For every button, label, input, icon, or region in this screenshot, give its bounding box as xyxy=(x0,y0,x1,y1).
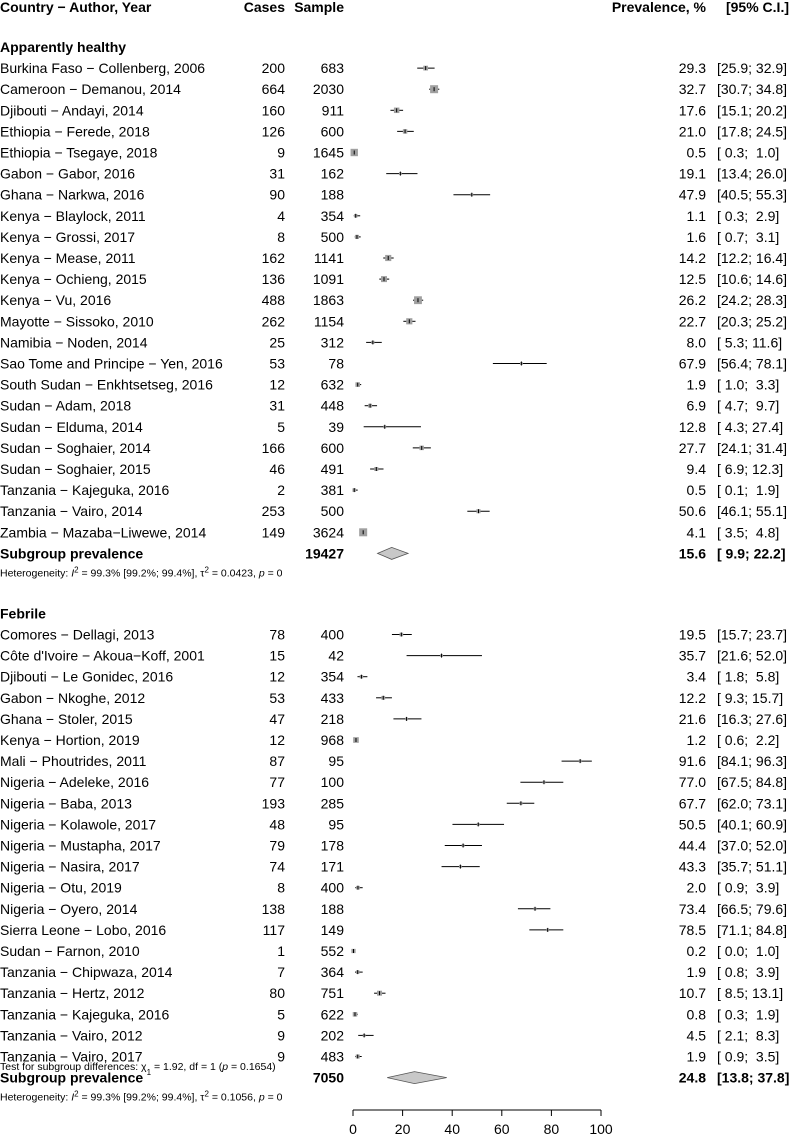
study-cases: 46 xyxy=(269,461,285,477)
study-prevalence: 0.5 xyxy=(686,144,706,161)
study-ci: [ 4.3; 27.4] xyxy=(717,418,784,435)
study-sample: 1091 xyxy=(312,271,344,288)
study-ci: [ 8.5; 13.1] xyxy=(717,985,784,1002)
study-sample: 218 xyxy=(320,710,344,727)
study-sample: 149 xyxy=(320,921,344,938)
study-prevalence: 35.7 xyxy=(678,647,706,664)
study-sample: 188 xyxy=(320,900,344,917)
study-label: Tanzania − Kajeguka, 2016 xyxy=(0,482,170,499)
header-study: Country − Author, Year xyxy=(0,0,152,15)
study-label: Sudan − Soghaier, 2014 xyxy=(0,439,151,456)
study-prevalence: 3.4 xyxy=(686,668,706,685)
subgroup-label: Subgroup prevalence xyxy=(0,1069,144,1086)
study-prevalence: 1.9 xyxy=(686,1048,706,1065)
study-cases: 53 xyxy=(269,689,285,706)
study-prevalence: 50.5 xyxy=(678,816,706,833)
study-ci: [ 0.8; 3.9] xyxy=(717,964,780,981)
study-sample: 911 xyxy=(321,102,344,119)
study-sample: 95 xyxy=(328,753,344,770)
study-sample: 400 xyxy=(320,626,344,643)
study-label: Tanzania − Vairo, 2012 xyxy=(0,1027,143,1044)
study-sample: 448 xyxy=(320,397,344,414)
study-prevalence: 21.6 xyxy=(678,710,706,727)
heterogeneity-part: I xyxy=(71,567,75,580)
study-ci: [84.1; 96.3] xyxy=(717,753,788,770)
subgroup-diamond xyxy=(378,547,409,559)
study-prevalence: 1.6 xyxy=(686,228,706,245)
study-ci: [66.5; 79.6] xyxy=(717,900,788,917)
study-prevalence: 6.9 xyxy=(686,397,706,414)
study-prevalence: 50.6 xyxy=(678,503,706,520)
study-sample: 600 xyxy=(320,439,344,456)
heterogeneity-part: = 0 xyxy=(264,1091,283,1104)
study-prevalence: 12.8 xyxy=(678,418,706,435)
heterogeneity-text xyxy=(0,1089,283,1104)
study-prevalence: 0.5 xyxy=(686,482,706,499)
study-sample: 188 xyxy=(320,186,344,203)
study-label: Côte d'Ivoire − Akoua−Koff, 2001 xyxy=(0,647,205,664)
study-ci: [ 2.1; 8.3] xyxy=(717,1027,780,1044)
study-prevalence: 91.6 xyxy=(678,753,706,770)
heterogeneity-part: = 99.3% [99.2%; 99.4%], τ xyxy=(78,567,205,580)
study-label: Tanzania − Hertz, 2012 xyxy=(0,985,145,1002)
group-title: Apparently healthy xyxy=(0,39,127,55)
study-cases: 4 xyxy=(277,207,285,224)
header-ci: [95% C.I.] xyxy=(725,0,789,15)
study-label: Zambia − Mazaba−Liwewe, 2014 xyxy=(0,524,207,541)
study-label: Tanzania − Chipwaza, 2014 xyxy=(0,964,173,981)
study-label: Ethiopia − Tsegaye, 2018 xyxy=(0,144,158,161)
study-cases: 1 xyxy=(277,943,285,959)
study-cases: 25 xyxy=(269,334,285,351)
x-axis-tick-label: 60 xyxy=(494,1121,510,1137)
study-ci: [12.2; 16.4] xyxy=(717,250,788,266)
heterogeneity-part: = 0.0423, xyxy=(208,567,259,580)
study-ci: [ 1.8; 5.8] xyxy=(717,668,780,685)
study-ci: [ 0.3; 2.9] xyxy=(717,207,780,224)
x-axis-tick-label: 80 xyxy=(543,1121,560,1137)
study-label: Comores − Dellagi, 2013 xyxy=(0,626,155,643)
study-cases: 8 xyxy=(277,879,285,896)
study-cases: 12 xyxy=(269,732,285,748)
study-label: Nigeria − Baba, 2013 xyxy=(0,795,132,812)
study-prevalence: 0.2 xyxy=(686,943,706,959)
study-prevalence: 10.7 xyxy=(678,985,706,1002)
study-prevalence: 4.1 xyxy=(686,524,706,541)
heterogeneity-part: = 99.3% [99.2%; 99.4%], τ xyxy=(78,1091,205,1104)
study-sample: 1154 xyxy=(313,313,344,330)
study-label: Gabon − Gabor, 2016 xyxy=(0,165,136,182)
study-ci: [56.4; 78.1] xyxy=(717,355,788,372)
study-ci: [67.5; 84.8] xyxy=(717,774,788,791)
study-ci: [10.6; 14.6] xyxy=(717,271,788,288)
study-label: Namibia − Noden, 2014 xyxy=(0,334,148,351)
study-sample: 39 xyxy=(328,418,344,435)
heterogeneity-part: = 0.1056, xyxy=(208,1091,259,1104)
study-prevalence: 12.2 xyxy=(678,689,706,706)
study-cases: 166 xyxy=(261,439,285,456)
study-label: Mayotte − Sissoko, 2010 xyxy=(0,313,154,330)
study-cases: 87 xyxy=(269,753,285,770)
study-label: Burkina Faso − Collenberg, 2006 xyxy=(0,60,206,77)
study-sample: 95 xyxy=(328,816,344,833)
study-ci: [37.0; 52.0] xyxy=(717,837,788,854)
study-label: Sudan − Adam, 2018 xyxy=(0,397,132,414)
heterogeneity-part: Heterogeneity: xyxy=(0,1091,72,1104)
study-sample: 622 xyxy=(320,1006,344,1023)
study-sample: 491 xyxy=(320,461,344,477)
study-label: Mali − Phoutrides, 2011 xyxy=(0,753,147,770)
superscript: 2 xyxy=(74,564,79,574)
study-prevalence: 44.4 xyxy=(678,837,706,854)
heterogeneity-part: p xyxy=(258,1091,265,1104)
subgroup-prevalence: 15.6 xyxy=(678,545,706,562)
study-prevalence: 1.9 xyxy=(686,964,706,981)
study-ci: [ 3.5; 4.8] xyxy=(717,524,780,541)
study-label: Ethiopia − Ferede, 2018 xyxy=(0,123,150,140)
study-sample: 178 xyxy=(320,837,344,854)
study-sample: 483 xyxy=(320,1048,344,1065)
study-cases: 193 xyxy=(261,795,285,812)
study-cases: 80 xyxy=(269,985,285,1002)
heterogeneity-part: I xyxy=(71,1091,75,1104)
study-cases: 162 xyxy=(261,250,285,266)
study-sample: 3624 xyxy=(312,524,344,541)
study-sample: 78 xyxy=(328,355,344,372)
study-label: Nigeria − Nasira, 2017 xyxy=(0,858,140,875)
subgroup-test-part: Test for subgroup differences: χ xyxy=(0,1061,147,1073)
study-cases: 31 xyxy=(269,165,285,182)
study-label: Kenya − Vu, 2016 xyxy=(0,292,112,309)
x-axis-tick-label: 40 xyxy=(444,1121,460,1137)
study-prevalence: 4.5 xyxy=(686,1027,706,1044)
study-ci: [ 0.9; 3.9] xyxy=(717,879,780,896)
study-sample: 100 xyxy=(320,774,344,791)
x-axis-tick-label: 20 xyxy=(394,1121,411,1137)
study-cases: 78 xyxy=(269,626,285,643)
study-ci: [46.1; 55.1] xyxy=(717,503,788,520)
subgroup-sample: 7050 xyxy=(312,1069,344,1086)
study-ci: [40.5; 55.3] xyxy=(717,186,788,203)
subgroup-label: Subgroup prevalence xyxy=(0,545,144,562)
study-ci: [62.0; 73.1] xyxy=(717,795,788,812)
study-cases: 8 xyxy=(277,228,285,245)
study-cases: 200 xyxy=(261,60,285,77)
study-ci: [13.4; 26.0] xyxy=(717,165,788,182)
study-cases: 149 xyxy=(261,524,285,541)
study-label: Nigeria − Otu, 2019 xyxy=(0,879,122,896)
study-label: Nigeria − Mustapha, 2017 xyxy=(0,837,161,854)
study-cases: 136 xyxy=(261,271,285,288)
study-sample: 433 xyxy=(320,689,344,706)
study-sample: 285 xyxy=(320,795,344,812)
study-prevalence: 21.0 xyxy=(678,123,706,140)
study-cases: 262 xyxy=(261,313,285,330)
group-title: Febrile xyxy=(0,605,46,622)
subgroup-ci: [ 9.9; 22.2] xyxy=(717,545,786,562)
study-prevalence: 19.1 xyxy=(678,165,706,182)
study-prevalence: 19.5 xyxy=(678,626,706,643)
study-ci: [25.9; 32.9] xyxy=(717,60,788,77)
study-sample: 202 xyxy=(320,1027,344,1044)
study-cases: 5 xyxy=(277,1006,285,1023)
study-label: Nigeria − Adeleke, 2016 xyxy=(0,774,150,791)
study-ci: [24.1; 31.4] xyxy=(717,439,788,456)
study-prevalence: 17.6 xyxy=(678,102,706,119)
study-sample: 400 xyxy=(320,879,344,896)
study-label: Nigeria − Oyero, 2014 xyxy=(0,900,138,917)
study-cases: 48 xyxy=(269,816,285,833)
study-cases: 7 xyxy=(277,964,285,981)
header-prev: Prevalence, % xyxy=(611,0,706,15)
study-prevalence: 0.8 xyxy=(686,1006,706,1023)
study-cases: 90 xyxy=(269,186,285,203)
study-sample: 632 xyxy=(320,376,344,393)
study-prevalence: 43.3 xyxy=(678,858,706,875)
study-ci: [24.2; 28.3] xyxy=(717,292,788,309)
study-ci: [30.7; 34.8] xyxy=(717,81,788,98)
study-ci: [35.7; 51.1] xyxy=(717,858,788,875)
heterogeneity-text xyxy=(0,565,283,580)
study-prevalence: 9.4 xyxy=(686,461,706,477)
study-ci: [ 0.0; 1.0] xyxy=(717,943,780,959)
study-cases: 160 xyxy=(261,102,285,119)
study-cases: 2 xyxy=(277,482,285,499)
study-ci: [ 0.3; 1.0] xyxy=(717,144,780,161)
study-prevalence: 73.4 xyxy=(678,900,706,917)
study-cases: 77 xyxy=(269,774,285,791)
subgroup-ci: [13.8; 37.8] xyxy=(717,1069,790,1086)
study-prevalence: 67.7 xyxy=(678,795,706,812)
subgroup-sample: 19427 xyxy=(305,545,344,562)
study-prevalence: 26.2 xyxy=(678,292,706,309)
study-ci: [ 5.3; 11.6] xyxy=(717,334,783,351)
study-cases: 664 xyxy=(261,81,285,98)
study-ci: [20.3; 25.2] xyxy=(717,313,788,330)
study-sample: 354 xyxy=(320,207,344,224)
study-ci: [ 0.7; 3.1] xyxy=(717,228,780,245)
study-cases: 9 xyxy=(277,1048,285,1065)
study-label: Tanzania − Vairo, 2014 xyxy=(0,503,143,520)
study-label: Tanzania − Kajeguka, 2016 xyxy=(0,1006,170,1023)
study-cases: 126 xyxy=(261,123,285,140)
study-ci: [ 1.0; 3.3] xyxy=(717,376,780,393)
subgroup-diamond xyxy=(387,1072,447,1084)
study-cases: 12 xyxy=(269,668,285,685)
study-ci: [ 6.9; 12.3] xyxy=(717,461,784,477)
study-ci: [ 4.7; 9.7] xyxy=(717,397,780,414)
study-label: Kenya − Mease, 2011 xyxy=(0,250,136,266)
study-cases: 9 xyxy=(277,1027,285,1044)
study-label: Tanzania − Vairo, 2017 xyxy=(0,1048,143,1065)
study-ci: [ 0.6; 2.2] xyxy=(717,732,780,748)
study-cases: 138 xyxy=(261,900,285,917)
study-ci: [21.6; 52.0] xyxy=(717,647,788,664)
study-sample: 162 xyxy=(320,165,344,182)
study-sample: 2030 xyxy=(312,81,344,98)
study-prevalence: 8.0 xyxy=(686,334,706,351)
study-label: Cameroon − Demanou, 2014 xyxy=(0,81,181,98)
study-label: Kenya − Hortion, 2019 xyxy=(0,732,140,748)
study-label: Kenya − Blaylock, 2011 xyxy=(0,207,146,224)
study-cases: 53 xyxy=(269,355,285,372)
study-label: Kenya − Ochieng, 2015 xyxy=(0,271,147,288)
study-ci: [ 0.3; 1.9] xyxy=(717,1006,780,1023)
study-label: Gabon − Nkoghe, 2012 xyxy=(0,689,146,706)
study-label: Sudan − Elduma, 2014 xyxy=(0,418,143,435)
study-cases: 117 xyxy=(262,921,285,938)
study-sample: 312 xyxy=(320,334,344,351)
study-sample: 1141 xyxy=(313,250,344,266)
study-label: Sudan − Soghaier, 2015 xyxy=(0,461,151,477)
x-axis-tick-label: 100 xyxy=(589,1121,613,1137)
study-prevalence: 47.9 xyxy=(678,186,706,203)
study-sample: 1863 xyxy=(312,292,344,309)
subgroup-test-part: = 0.1654) xyxy=(228,1061,276,1073)
study-sample: 354 xyxy=(320,668,344,685)
study-prevalence: 2.0 xyxy=(686,879,706,896)
study-cases: 5 xyxy=(277,418,285,435)
study-prevalence: 67.9 xyxy=(678,355,706,372)
superscript: 2 xyxy=(204,1089,209,1099)
header-cases: Cases xyxy=(243,0,285,15)
subgroup-test-part: 1 xyxy=(146,1067,152,1077)
study-label: South Sudan − Enkhtsetseg, 2016 xyxy=(0,376,213,393)
study-ci: [15.1; 20.2] xyxy=(717,102,788,119)
study-cases: 488 xyxy=(261,292,285,309)
study-prevalence: 78.5 xyxy=(678,921,706,938)
study-prevalence: 1.2 xyxy=(686,732,706,748)
study-sample: 171 xyxy=(320,858,344,875)
study-sample: 683 xyxy=(320,60,344,77)
study-sample: 1645 xyxy=(312,144,344,161)
study-prevalence: 77.0 xyxy=(678,774,706,791)
heterogeneity-part: p xyxy=(258,567,265,580)
study-ci: [17.8; 24.5] xyxy=(717,123,788,140)
study-label: Kenya − Grossi, 2017 xyxy=(0,228,136,245)
study-label: Ghana − Narkwa, 2016 xyxy=(0,186,145,203)
study-sample: 968 xyxy=(320,732,344,748)
study-label: Sao Tome and Principe − Yen, 2016 xyxy=(0,355,223,372)
study-label: Ghana − Stoler, 2015 xyxy=(0,710,133,727)
study-ci: [40.1; 60.9] xyxy=(717,816,788,833)
subgroup-test-part: = 1.92, df = 1 ( xyxy=(151,1061,223,1073)
study-sample: 500 xyxy=(320,228,344,245)
study-sample: 600 xyxy=(320,123,344,140)
study-ci: [ 0.1; 1.9] xyxy=(717,482,780,499)
study-cases: 9 xyxy=(277,144,285,161)
study-ci: [ 0.9; 3.5] xyxy=(717,1048,780,1065)
study-ci: [ 9.3; 15.7] xyxy=(717,689,784,706)
study-cases: 253 xyxy=(261,503,285,520)
study-cases: 47 xyxy=(269,710,285,727)
study-sample: 552 xyxy=(320,943,344,959)
study-cases: 31 xyxy=(269,397,285,414)
study-cases: 15 xyxy=(269,647,285,664)
study-prevalence: 29.3 xyxy=(678,60,706,77)
subgroup-prevalence: 24.8 xyxy=(678,1069,706,1086)
study-sample: 751 xyxy=(320,985,344,1002)
study-label: Djibouti − Le Gonidec, 2016 xyxy=(0,668,174,685)
study-label: Djibouti − Andayi, 2014 xyxy=(0,102,144,119)
header-sample: Sample xyxy=(294,0,344,15)
study-prevalence: 12.5 xyxy=(678,271,706,288)
study-label: Sierra Leone − Lobo, 2016 xyxy=(0,921,167,938)
study-ci: [71.1; 84.8] xyxy=(717,921,788,938)
study-label: Nigeria − Kolawole, 2017 xyxy=(0,816,157,833)
study-cases: 12 xyxy=(269,376,285,393)
study-prevalence: 22.7 xyxy=(678,313,706,330)
study-sample: 42 xyxy=(328,647,344,664)
study-prevalence: 1.1 xyxy=(686,207,706,224)
study-label: Sudan − Farnon, 2010 xyxy=(0,943,140,959)
superscript: 2 xyxy=(74,1089,79,1099)
study-cases: 79 xyxy=(269,837,285,854)
study-prevalence: 27.7 xyxy=(678,439,706,456)
heterogeneity-part: = 0 xyxy=(264,567,283,580)
study-prevalence: 14.2 xyxy=(678,250,706,266)
study-prevalence: 32.7 xyxy=(678,81,706,98)
study-cases: 74 xyxy=(269,858,285,875)
study-ci: [16.3; 27.6] xyxy=(717,710,788,727)
x-axis-tick-label: 0 xyxy=(349,1121,357,1137)
study-prevalence: 1.9 xyxy=(686,376,706,393)
superscript: 2 xyxy=(204,564,209,574)
study-sample: 364 xyxy=(320,964,344,981)
study-ci: [15.7; 23.7] xyxy=(717,626,788,643)
subgroup-test-part: p xyxy=(222,1061,229,1073)
heterogeneity-part: Heterogeneity: xyxy=(0,567,72,580)
study-sample: 381 xyxy=(320,482,344,499)
study-sample: 500 xyxy=(320,503,344,520)
